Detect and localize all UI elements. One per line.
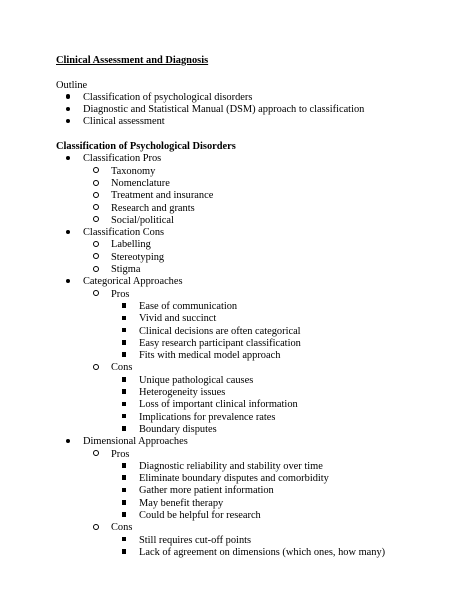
- hollow-bullet-icon: [91, 264, 101, 276]
- list-item-text: Vivid and succinct: [139, 313, 217, 325]
- list-item: [56, 178, 456, 190]
- outline-label: Outline: [56, 79, 88, 91]
- filled-bullet-icon: [63, 104, 73, 116]
- outline-list: [56, 92, 456, 129]
- list-item-text: Heterogeneity issues: [139, 387, 226, 399]
- list-item-text: Could be helpful for research: [139, 509, 261, 521]
- list-item-text: Gather more patient information: [139, 485, 274, 497]
- list-item: [56, 301, 456, 313]
- square-bullet-icon: [119, 387, 129, 399]
- list-item-text: Loss of important clinical information: [139, 399, 298, 411]
- hollow-bullet-icon: [91, 252, 101, 264]
- list-item: [56, 326, 456, 338]
- list-item: [56, 215, 456, 227]
- list-item: [56, 424, 456, 436]
- list-item: [56, 399, 456, 411]
- list-item-label: Categorical Approaches: [83, 276, 183, 288]
- list-item-cons: [56, 362, 456, 436]
- list-item-cons: [56, 522, 456, 559]
- filled-bullet-icon: [63, 436, 73, 448]
- hollow-bullet-icon: [91, 289, 101, 301]
- outline-item-text: Diagnostic and Statistical Manual (DSM) approach to classification: [83, 104, 365, 116]
- list-item-text: Fits with medical model approach: [139, 350, 281, 362]
- list-item-text: Research and grants: [111, 202, 195, 214]
- list-item-classification-cons: [56, 227, 456, 276]
- list-item-classification-pros: [56, 153, 456, 227]
- list-item-text: Stigma: [111, 264, 141, 276]
- list-item-text: Implications for prevalence rates: [139, 411, 276, 423]
- section-heading: Classification of Psychological Disorders: [56, 141, 236, 153]
- list-item-text: Boundary disputes: [139, 423, 217, 435]
- list-item-pros: [56, 449, 456, 523]
- list-item-label: Pros: [111, 448, 130, 460]
- list-item-text: Easy research participant classification: [139, 337, 301, 349]
- filled-bullet-icon: [63, 227, 73, 239]
- list-item: [56, 535, 456, 547]
- list-item: [56, 203, 456, 215]
- square-bullet-icon: [119, 461, 129, 473]
- list-item-pros: [56, 289, 456, 363]
- hollow-bullet-icon: [91, 190, 101, 202]
- square-bullet-icon: [119, 473, 129, 485]
- hollow-bullet-icon: [91, 449, 101, 461]
- list-item: [56, 166, 456, 178]
- list-item: [56, 461, 456, 473]
- filled-bullet-icon: [63, 276, 73, 288]
- list-item-text: Diagnostic reliability and stability over time: [139, 460, 323, 472]
- hollow-bullet-icon: [91, 166, 101, 178]
- square-bullet-icon: [119, 399, 129, 411]
- list-item-text: Clinical decisions are often categorical: [139, 325, 301, 337]
- hollow-bullet-icon: [91, 178, 101, 190]
- list-item-text: Lack of agreement on dimensions (which ones, how many): [139, 546, 386, 558]
- list-item: [56, 264, 456, 276]
- filled-bullet-icon: [63, 153, 73, 165]
- list-item: [56, 350, 456, 362]
- blank-line: [56, 129, 456, 141]
- list-item-label: Dimensional Approaches: [83, 436, 188, 448]
- list-item-text: Labelling: [111, 239, 151, 251]
- document-title: Clinical Assessment and Diagnosis: [56, 55, 209, 66]
- hollow-bullet-icon: [91, 362, 101, 374]
- list-item: [56, 338, 456, 350]
- list-item-text: Eliminate boundary disputes and comorbidity: [139, 473, 329, 485]
- square-bullet-icon: [119, 338, 129, 350]
- list-item-label: Classification Cons: [83, 227, 165, 239]
- filled-bullet-icon: [63, 92, 73, 104]
- list-item-text: Social/political: [111, 214, 174, 226]
- list-item: [56, 510, 456, 522]
- outline-item: [56, 116, 456, 128]
- list-item: [56, 387, 456, 399]
- list-item-label: Cons: [111, 522, 133, 534]
- list-item-label: Pros: [111, 288, 130, 300]
- list-item-text: Unique pathological causes: [139, 374, 254, 386]
- list-item: [56, 547, 456, 559]
- square-bullet-icon: [119, 375, 129, 387]
- list-item-text: Taxonomy: [111, 165, 156, 177]
- hollow-bullet-icon: [91, 203, 101, 215]
- list-item: [56, 375, 456, 387]
- list-item-text: Ease of communication: [139, 300, 238, 312]
- list-item: [56, 313, 456, 325]
- square-bullet-icon: [119, 313, 129, 325]
- list-item: [56, 190, 456, 202]
- list-item-dimensional-approaches: [56, 436, 456, 559]
- square-bullet-icon: [119, 301, 129, 313]
- outline-item-text: Clinical assessment: [83, 116, 165, 128]
- list-item: [56, 239, 456, 251]
- section-list: [56, 153, 456, 559]
- list-item-label: Classification Pros: [83, 153, 162, 165]
- list-item: [56, 485, 456, 497]
- hollow-bullet-icon: [91, 522, 101, 534]
- square-bullet-icon: [119, 424, 129, 436]
- list-item-text: Treatment and insurance: [111, 190, 214, 202]
- outline-item-text: Classification of psychological disorders: [83, 91, 253, 103]
- blank-line: [56, 67, 456, 79]
- list-item: [56, 252, 456, 264]
- document-page: [56, 55, 456, 559]
- square-bullet-icon: [119, 547, 129, 559]
- square-bullet-icon: [119, 510, 129, 522]
- square-bullet-icon: [119, 326, 129, 338]
- list-item-text: Nomenclature: [111, 177, 170, 189]
- list-item-text: May benefit therapy: [139, 497, 224, 509]
- square-bullet-icon: [119, 535, 129, 547]
- square-bullet-icon: [119, 350, 129, 362]
- square-bullet-icon: [119, 412, 129, 424]
- square-bullet-icon: [119, 498, 129, 510]
- outline-item: [56, 92, 456, 104]
- hollow-bullet-icon: [91, 215, 101, 227]
- list-item: [56, 473, 456, 485]
- outline-item: [56, 104, 456, 116]
- list-item-categorical-approaches: [56, 276, 456, 436]
- hollow-bullet-icon: [91, 239, 101, 251]
- filled-bullet-icon: [63, 116, 73, 128]
- list-item: [56, 498, 456, 510]
- list-item: [56, 412, 456, 424]
- list-item-text: Still requires cut-off points: [139, 534, 252, 546]
- square-bullet-icon: [119, 485, 129, 497]
- list-item-label: Cons: [111, 362, 133, 374]
- list-item-text: Stereotyping: [111, 251, 165, 263]
